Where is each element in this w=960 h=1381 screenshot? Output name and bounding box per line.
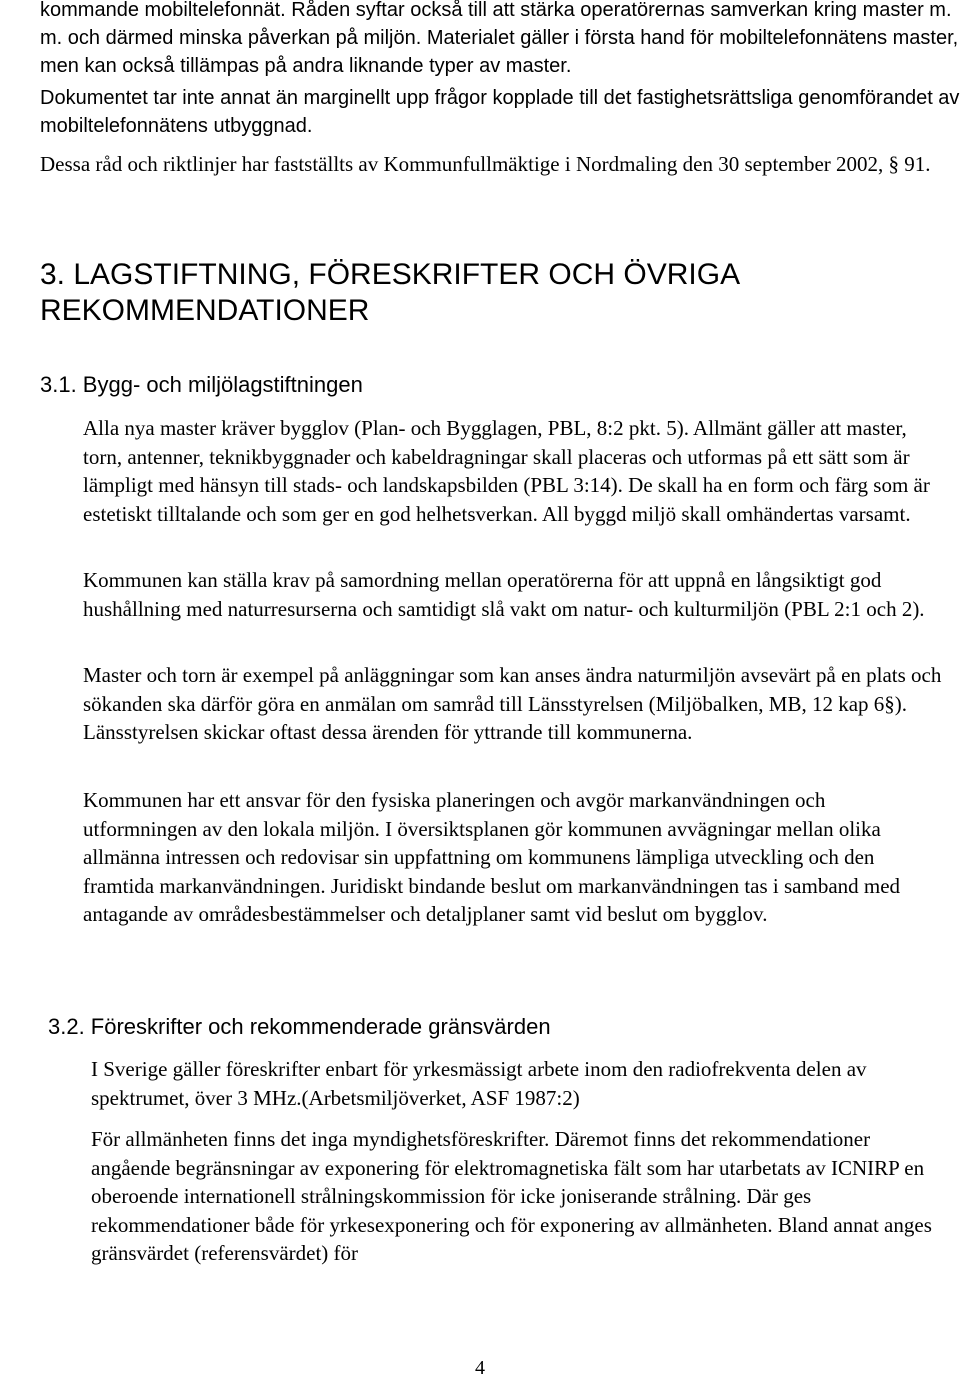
section-3-1-paragraph-3: Master och torn är exempel på anläggningar som kan anses ändra naturmiljön avsevärt på en plats och sökanden ska därför göra en anmälan om samråd till Länsstyrelsen (Miljöbalken, MB, 12 kap 6§). Länsstyrelsen skickar oftast dessa ärenden för yttrande till kommunerna. [83,663,942,744]
section-3-1-heading: 3.1. Bygg- och miljölagstiftningen [40,372,363,397]
section-3-2-paragraph-1: I Sverige gäller föreskrifter enbart för yrkesmässigt arbete inom den radiofrekventa delen av spektrumet, över 3 MHz.(Arbetsmiljöverket, ASF 1987:2) [91,1057,867,1110]
section-3-heading: 3. LAGSTIFTNING, FÖRESKRIFTER OCH ÖVRIGA REKOMMENDATIONER [40,258,739,327]
section-3-2-heading: 3.2. Föreskrifter och rekommenderade gränsvärden [48,1014,551,1039]
section-3-1-paragraph-2: Kommunen kan ställa krav på samordning mellan operatörerna för att uppnå en långsiktigt god hushållning med naturresurserna och samtidigt slå vakt om natur- och kulturmiljön (PBL 2:1 och 2). [83,568,925,621]
intro-paragraph-2: Dokumentet tar inte annat än marginellt upp frågor kopplade till det fastighetsrättsliga genomförandet av mobiltelefonnätens utbyggnad. [40,87,960,137]
page-number: 4 [475,1357,485,1379]
section-3-1-paragraph-1: Alla nya master kräver bygglov (Plan- och Bygglagen, PBL, 8:2 pkt. 5). Allmänt gäller att master, torn, antenner, teknikbyggnader och kabeldragningar skall placeras och utformas på ett sätt som är lämpligt med hänsyn till stads- och landskapsbilden (PBL 3:14). De skall ha en form och färg som är estetiskt tilltalande och som ger en god helhetsverkan. All byggd miljö skall omhändertas varsamt. [83,416,930,526]
section-3-2-paragraph-2: För allmänheten finns det inga myndighetsföreskrifter. Däremot finns det rekommendationer angående begränsningar av exponering för elektromagnetiska fält som har utarbetats av ICNIRP en oberoende internationell strålningskommission för icke joniserande strålning. Där ges rekommendationer både för yrkesexponering och för exponering av allmänheten. Bland annat anges gränsvärdet (referensvärdet) för [91,1127,932,1265]
intro-paragraph-1: kommande mobiltelefonnät. Råden syftar också till att stärka operatörernas samverkan kring master m. m. och därmed minska påverkan på miljön. Materialet gäller i första hand för mobiltelefonnätens master, men kan också tillämpas på andra liknande typer av master. [40,0,959,77]
section-3-1-paragraph-4: Kommunen har ett ansvar för den fysiska planeringen och avgör markanvändningen och utformningen av den lokala miljön. I översiktsplanen gör kommunen avvägningar mellan olika allmänna intressen och redovisar sin uppfattning om kommunens lämpliga utveckling och den framtida markanvändningen. Juridiskt bindande beslut om markanvändningen tas i samband med antagande av områdesbestämmelser och detaljplaner samt vid beslut om bygglov. [83,788,901,926]
intro-paragraph-3: Dessa råd och riktlinjer har fastställts av Kommunfullmäktige i Nordmaling den 30 september 2002, § 91. [40,152,931,176]
